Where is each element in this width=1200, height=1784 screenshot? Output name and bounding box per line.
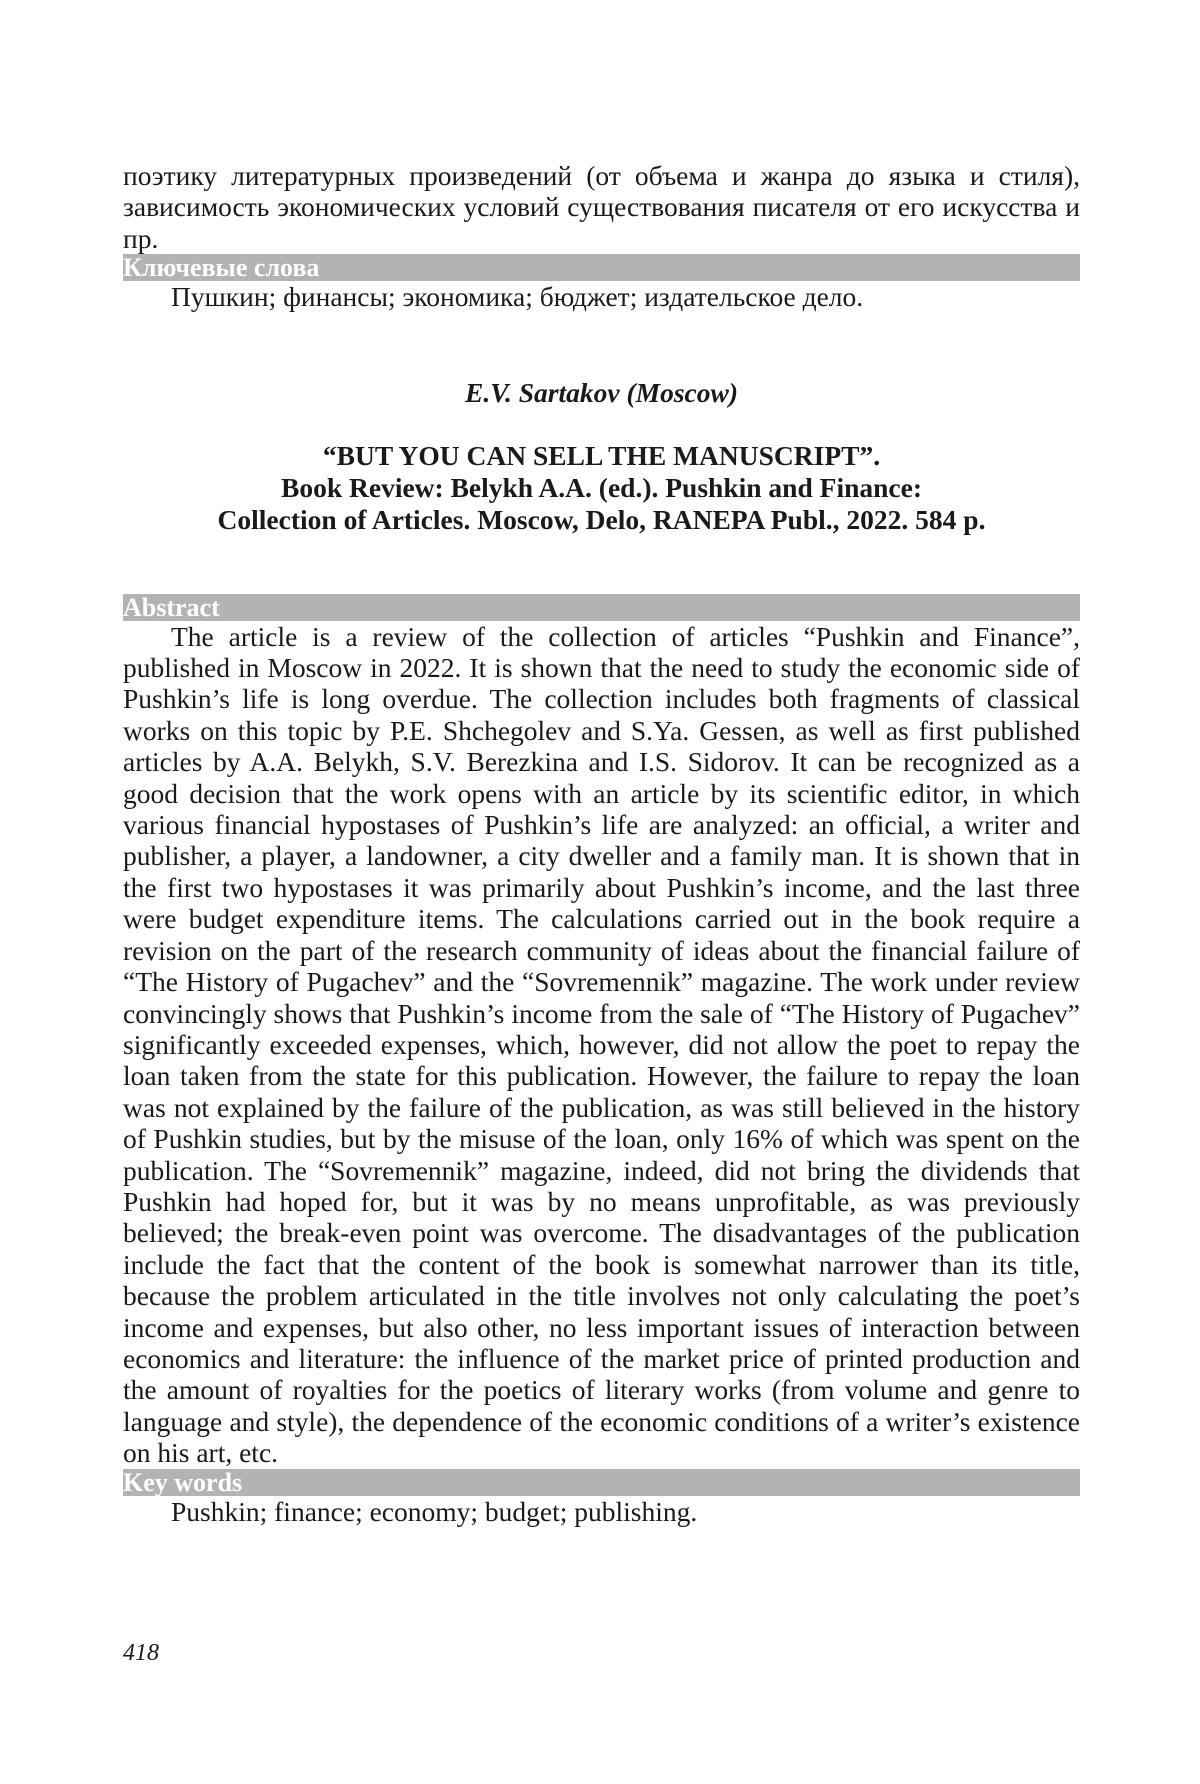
title-line-1: “BUT YOU CAN SELL THE MANUSCRIPT”. [322,439,881,471]
ru-keywords-text: Пушкин; финансы; экономика; бюджет; издательское дело. [171,281,864,313]
page-content [123,160,1080,1527]
title-line-2: Book Review: Belykh A.A. (ed.). Pushkin and Finance: [281,471,922,503]
title-line-3: Collection of Articles. Moscow, Delo, RANEPA Publ., 2022. 584 p. [217,503,986,535]
article-title [123,440,1080,536]
page-number: 418 [123,1640,159,1666]
abstract-text: The article is a review of the collection of articles “Pushkin and Finance”, published in Moscow in 2022. It is shown that the need to study the economic side of Pushkin’s life is long overdue. The collection includes both fragments of classical works on this topic by P.E. Shchegolev and S.Ya. Gessen, as well as first published articles by A.A. Belykh, S.V. Berezkina and I.S. Sidorov. It can be recognized as a good decision that the work opens with an article by its scientific editor, in which various financial hypostases of Pushkin’s life are analyzed: an official, a writer and publisher, a player, a landowner, a city dweller and a family man. It is shown that in the first two hypostases it was primarily about Pushkin’s income, and the last three were budget expenditure items. The calculations carried out in the book require a revision on the part of the research community of ideas about the financial failure of “The History of Pugachev” and the “Sovremennik” magazine. The work under review convincingly shows that Pushkin’s income from the sale of “The History of Pugachev” significantly exceeded expenses, which, however, did not allow the poet to repay the loan taken from the state for this publication. However, the failure to repay the loan was not explained by the failure of the publication, as was still believed in the history of Pushkin studies, but by the misuse of the loan, only 16% of which was spent on the publication. The “Sovremennik” magazine, indeed, did not bring the dividends that Pushkin had hoped for, but it was by no means unprofitable, as was previously believed; the break-even point was overcome. The disadvantages of the publication include the fact that the content of the book is somewhat narrower than its title, because the problem articulated in the title involves not only calculating the poet’s income and expenses, but also other, no less important issues of interaction between economics and literature: the influence of the market price of printed production and the amount of royalties for the poetics of literary works (from volume and genre to language and style), the dependence of the economic conditions of a writer’s existence on his art, etc. [123,620,1080,1469]
author-line: E.V. Sartakov (Moscow) [465,376,738,408]
abstract-heading: Abstract [123,594,1080,621]
keywords-heading: Key words [123,1469,1080,1496]
keywords-text: Pushkin; finance; economy; budget; publishing. [171,1495,698,1527]
ru-keywords-heading: Ключевые слова [123,254,1080,281]
ru-abstract-tail: поэтику литературных произведений (от объема и жанра до языка и стиля), зависимость экономических условий существования писателя от его искусства и пр. [123,160,1080,254]
